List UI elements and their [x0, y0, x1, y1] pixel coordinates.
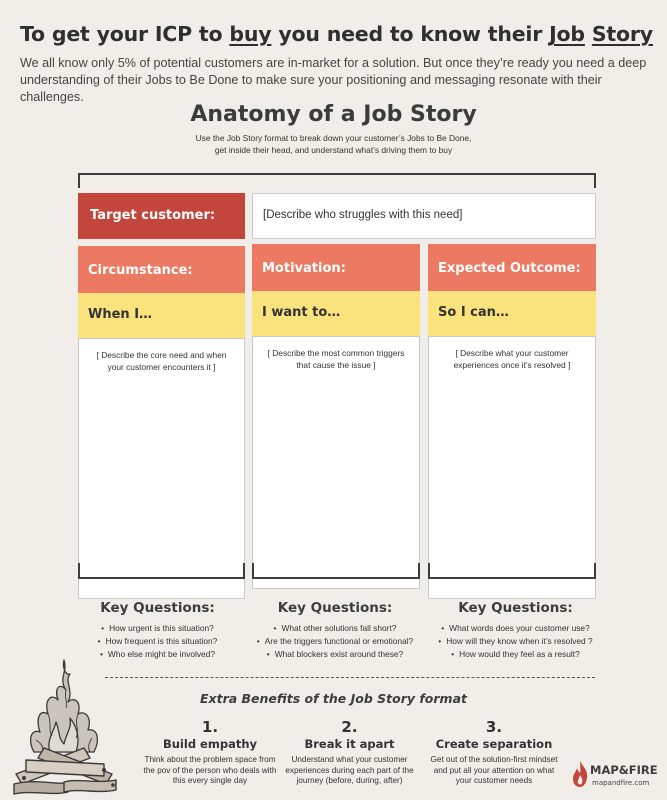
key-questions-list	[240, 622, 430, 661]
benefit-desc	[130, 755, 290, 787]
column-heading: Motivation:	[252, 244, 420, 291]
target-customer-label: Target customer:	[78, 193, 245, 239]
headline-story: Story	[591, 22, 653, 46]
anatomy-title: Anatomy of a Job Story	[190, 102, 477, 127]
anatomy-subtitle	[150, 132, 517, 156]
column-desc-line2: your customer encounters it ]	[107, 362, 216, 372]
top-bracket	[78, 173, 596, 188]
column-body-field[interactable]	[252, 336, 420, 589]
campfire-illustration	[8, 652, 120, 798]
key-questions-title: Key Questions:	[100, 600, 215, 616]
benefit-number: 2.	[341, 718, 358, 736]
key-questions-outcome	[418, 600, 613, 661]
benefit-break-it-apart	[272, 718, 427, 787]
column-desc-line1: [ Describe the most common triggers	[267, 348, 405, 358]
key-question: • How would they feel as a result?	[418, 648, 613, 661]
bottom-bracket-outcome	[428, 563, 596, 579]
benefit-name: Break it apart	[304, 737, 395, 751]
logo-url[interactable]: mapandfire.com	[592, 779, 650, 787]
key-question: • How urgent is this situation?	[70, 622, 245, 635]
key-question: • Are the triggers functional or emotional?	[240, 635, 430, 648]
anatomy-subtitle-line1: Use the Job Story format to break down your customer’s Jobs to Be Done,	[195, 133, 472, 143]
key-question: • What other solutions fall short?	[240, 622, 430, 635]
benefit-desc-line3: your customer needs	[455, 776, 533, 785]
column-circumstance	[78, 246, 245, 599]
benefit-desc-line1: Think about the problem space from	[144, 755, 276, 764]
benefit-name: Create separation	[435, 737, 553, 751]
dashed-divider	[105, 677, 595, 678]
column-body-field[interactable]	[428, 336, 596, 599]
key-question: • How will they know when it’s resolved ?	[418, 635, 613, 648]
intro-text: We all know only 5% of potential customers are in-market for a solution. But once they’re ready you need a deep understanding of their Jobs to Be Done to make sure your positioning and messaging resonate with their challenges.	[20, 56, 647, 104]
column-desc-line2: experiences once it’s resolved ]	[453, 360, 571, 370]
key-question: • What words does your customer use?	[418, 622, 613, 635]
column-prompt: I want to…	[252, 291, 420, 336]
bottom-bracket-motivation	[252, 563, 420, 579]
headline-part2: you need to know their	[271, 22, 550, 46]
anatomy-subtitle-line2: get inside their head, and understand what’s driving them to buy	[214, 145, 453, 155]
benefit-build-empathy	[130, 718, 290, 787]
benefit-desc-line3: this every single day	[172, 776, 248, 785]
column-prompt: So I can…	[428, 291, 596, 336]
benefit-desc-line2: the pov of the person who deals with	[143, 765, 277, 775]
key-questions-motivation	[240, 600, 430, 661]
column-desc-line1: [ Describe the core need and when	[96, 350, 227, 360]
benefit-desc-line2: experiences during each part of the	[285, 765, 414, 775]
benefit-create-separation	[415, 718, 573, 787]
key-question: • How frequent is this situation?	[70, 635, 245, 648]
column-desc-line1: [ Describe what your customer	[455, 348, 569, 358]
column-body-field[interactable]	[78, 338, 245, 599]
column-desc-line2: that cause the issue ]	[296, 360, 376, 370]
extra-benefits-title: Extra Benefits of the Job Story format	[200, 691, 467, 706]
page-headline	[20, 22, 653, 46]
benefit-desc	[272, 755, 427, 787]
key-questions-title: Key Questions:	[277, 600, 393, 616]
column-expected-outcome	[428, 244, 596, 599]
benefit-desc	[415, 755, 573, 787]
column-motivation	[252, 244, 420, 589]
benefit-number: 1.	[201, 718, 219, 736]
bottom-bracket-circumstance	[78, 563, 245, 579]
key-question: • What blockers exist around these?	[240, 648, 430, 661]
logo-name: MAP&FIRE	[590, 763, 658, 777]
headline-space	[585, 22, 592, 46]
column-heading: Expected Outcome:	[428, 244, 596, 291]
benefit-desc-line3: journey (before, during, after)	[296, 776, 403, 785]
benefit-name: Build empathy	[162, 737, 258, 751]
key-question: • Who else might be involved?	[70, 648, 245, 661]
benefit-number: 3.	[485, 718, 503, 736]
headline-job: Job	[549, 22, 585, 46]
headline-part1: To get your ICP to	[20, 22, 230, 46]
benefit-desc-line1: Understand what your customer	[291, 755, 408, 764]
benefit-desc-line2: and put all your attention on what	[433, 765, 555, 775]
key-questions-title: Key Questions:	[458, 600, 573, 616]
flame-icon	[571, 760, 589, 788]
target-customer-field[interactable]: [Describe who struggles with this need]	[252, 193, 596, 239]
key-questions-list	[418, 622, 613, 661]
column-prompt: When I…	[78, 293, 245, 338]
column-heading: Circumstance:	[78, 246, 245, 293]
benefit-desc-line1: Get out of the solution-first mindset	[430, 755, 558, 764]
headline-buy: buy	[229, 22, 272, 46]
